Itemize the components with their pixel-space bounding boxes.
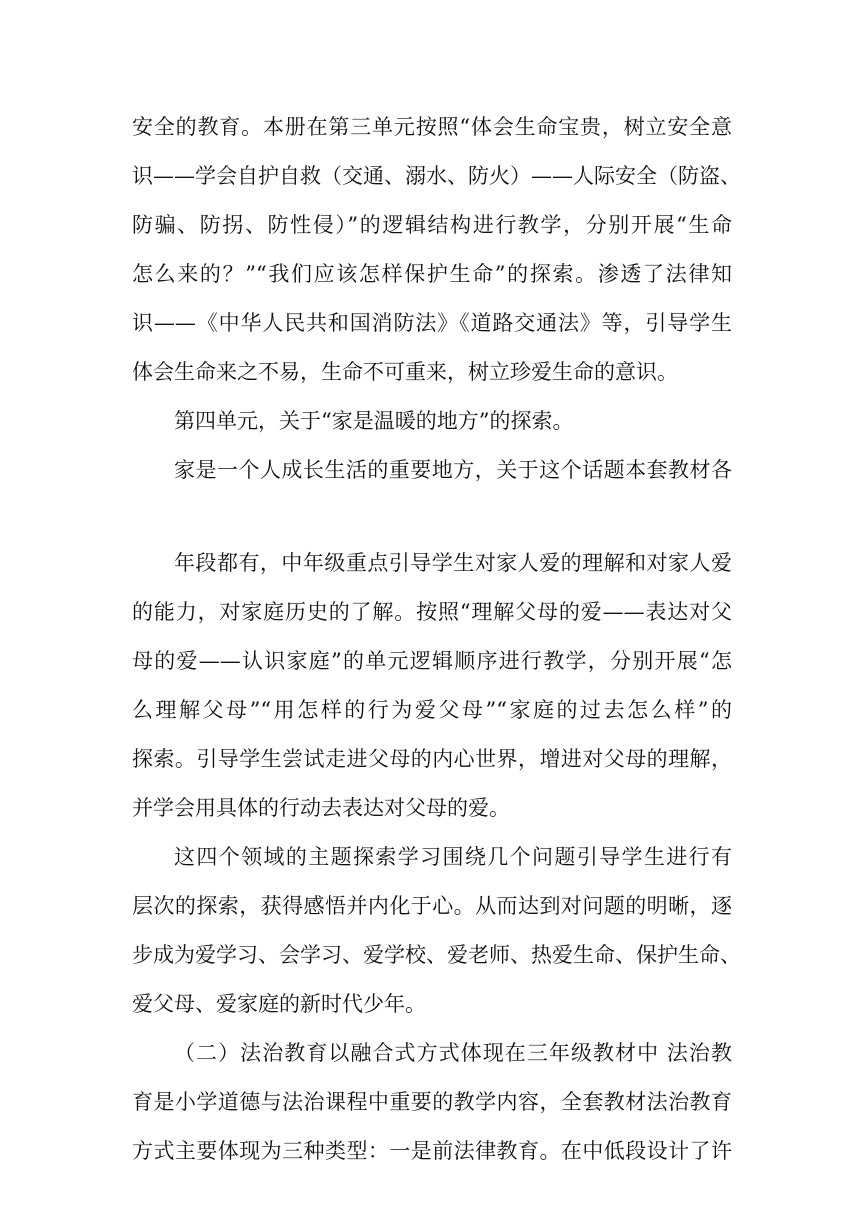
text-line: 探索。引导学生尝试走进父母的内心世界，增进对父母的理解， (132, 747, 732, 771)
text-line: 防骗、防拐、防性侵）”的逻辑结构进行教学，分别开展“生命 (132, 213, 732, 237)
text-line: 并学会用具体的行动去表达对父母的爱。 (132, 796, 510, 820)
text-line: 方式主要体现为三种类型：一是前法律教育。在中低段设计了许 (132, 1139, 732, 1163)
text-line: （二）法治教育以融合式方式体现在三年级教材中 法治教 (174, 1041, 732, 1065)
text-line: 体会生命来之不易，生命不可重来，树立珍爱生命的意识。 (132, 360, 678, 384)
text-line: 识——学会自护自救（交通、溺水、防火）——人际安全（防盗、 (132, 164, 741, 188)
text-line: 的能力，对家庭历史的了解。按照“理解父母的爱——表达对父 (132, 600, 732, 624)
text-line: 爱父母、爱家庭的新时代少年。 (132, 992, 426, 1016)
text-line: 怎么来的？”“我们应该怎样保护生命”的探索。渗透了法律知 (132, 262, 732, 286)
text-line: 育是小学道德与法治课程中重要的教学内容，全套教材法治教育 (132, 1090, 732, 1114)
text-line: 么理解父母”“用怎样的行为爱父母”“家庭的过去怎么样”的 (132, 698, 732, 722)
text-line: 识——《中华人民共和国消防法》《道路交通法》等，引导学生 (132, 311, 732, 335)
text-line: 层次的探索，获得感悟并内化于心。从而达到对问题的明晰，逐 (132, 894, 732, 918)
text-line: 安全的教育。本册在第三单元按照“体会生命宝贵，树立安全意 (132, 115, 732, 139)
text-line: 年段都有，中年级重点引导学生对家人爱的理解和对家人爱 (174, 551, 732, 575)
text-line: 这四个领域的主题探索学习围绕几个问题引导学生进行有 (174, 845, 732, 869)
text-line: 母的爱——认识家庭”的单元逻辑顺序进行教学，分别开展“怎 (132, 649, 732, 673)
text-line: 家是一个人成长生活的重要地方，关于这个话题本套教材各 (174, 458, 732, 482)
text-line: 第四单元，关于“家是温暖的地方”的探索。 (174, 409, 574, 433)
text-line: 步成为爱学习、会学习、爱学校、爱老师、热爱生命、保护生命、 (132, 943, 741, 967)
